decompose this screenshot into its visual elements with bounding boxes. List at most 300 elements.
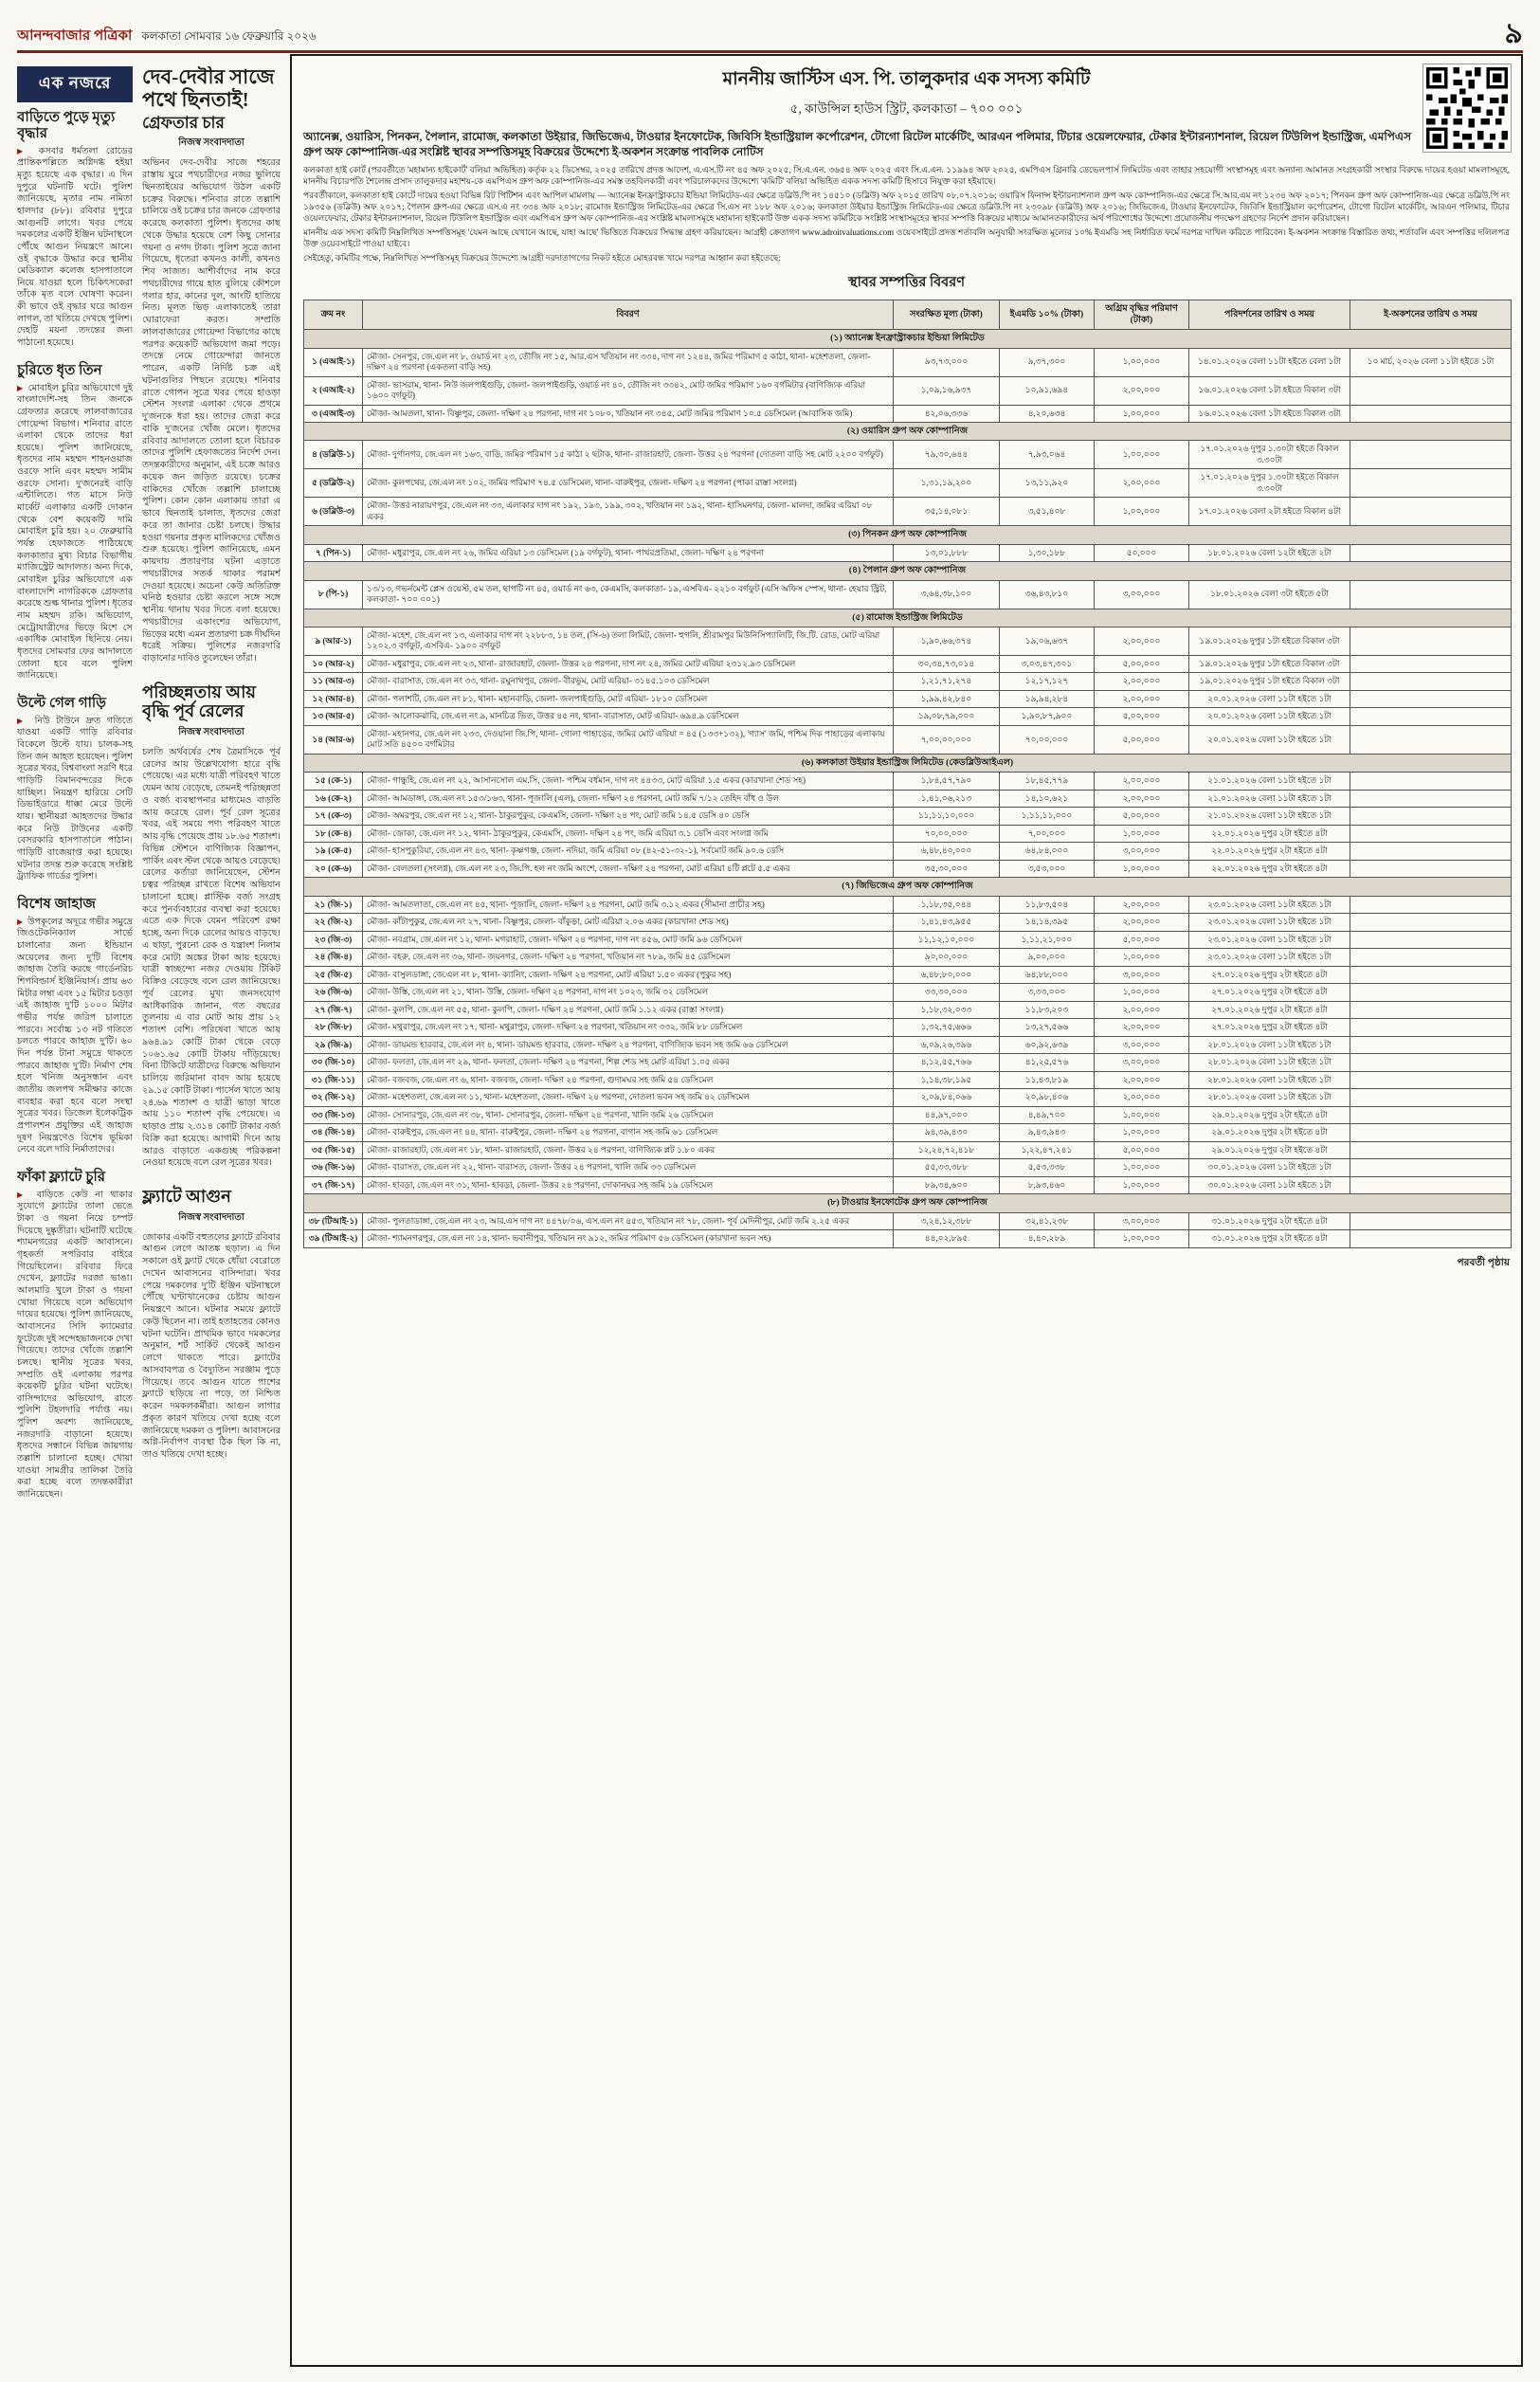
table-header-row bbox=[304, 300, 1512, 329]
cell-emd: ১১,৪৩,৮১৯ bbox=[1000, 1071, 1095, 1089]
brief-body-text: ▶ কসবার ধর্মতলা রোডের প্রান্তিকপল্লিতে অগ্নিদগ্ধ হইয়া মৃত্যু হয়েছে এক বৃদ্ধার। এ দিন দুপুরে ঘটনাটি ঘটে। পুলিশ জানিয়েছে, মৃতার নাম নমিতা হালদার (৮৮)। রবিবার দুপুরে আগুনটি লাগে। খবর পেয়ে দমকলের একটি ইঞ্জিন ঘটনাস্থলে পৌঁছে আগুন নিয়ন্ত্রণে আনে। ওই বৃদ্ধাকে উদ্ধার করে স্থানীয় মেডিক্যাল কলেজ হাসপাতালে নিয়ে যাওয়া হলে চিকিৎসকেরা তাঁকে মৃত বলে ঘোষণা করেন। কী ভাবে ওই বৃদ্ধার ঘরে আগুন লাগল, তা খতিয়ে দেখছে পুলিশ। দেহটি ময়না তদন্তের জন্য পাঠানো হয়েছে। bbox=[17, 145, 133, 349]
column-header: পরিদর্শনের তারিখ ও সময় bbox=[1189, 300, 1350, 329]
masthead-left bbox=[17, 25, 317, 48]
cell-desc: মৌজা- বেলতলা (সংলগ্ন), জে.এল নং ২৩, জি.পি. হল নং জমি অংশে, জেলা- দক্ষিণ ২৪ পরগনা, মোট এরিয়া ৪টি প্লটে ৫.৫ একর bbox=[363, 860, 894, 878]
cell-increment: ১,০০,০০০ bbox=[1095, 825, 1189, 843]
article-byline: নিজস্ব সংবাদদাতা bbox=[178, 137, 245, 149]
brief-body-text: ▶ মোবাইল চুরির অভিযোগে দুই বাংলাদেশি-সহ তিন জনকে গ্রেফতার করেছে লালবাজারের গোয়েন্দা বিভাগ। শনিবার রাতে এলাকা থেকে তাদের ধরা হয়েছে। পুলিশ জানিয়েছে, ধৃতদের নাম মহম্মদ শাহনওয়াজ ওরফে সানি এবং মহম্মদ সামীম ওরফে সোনা। দু'জনেরই বাড়ি এন্টালিতে। গত মাসে নিউ মার্কেট এলাকার একটি দোকান থেকে বেশ কয়েকটি দামি মোবাইল চুরি হয়। ২০ ফেব্রুয়ারি পর্যন্ত হেফাজতে পাঠিয়েছে কলকাতার মুখ্য বিচার বিভাগীয় ম্যাজিস্ট্রেট আদালত। অন্য দিকে, মোবাইল চুরির অভিযোগে এক বাংলাদেশি নাগরিককে গ্রেফতার করেছে শুল্ক থানার পুলিশ। ধৃতের নাম মহম্মদ রকি। অভিযোগ, মেট্রোযাত্রীদের ভিড়ে মিশে সে একাধিক মোবাইল ছিনিয়ে নেয়। ধৃতদের সোমবার ফের আদালতে তোলা হবে বলে পুলিশ জানিয়েছে। bbox=[17, 382, 133, 682]
cell-sl: ১০ (আর-২) bbox=[304, 655, 363, 673]
cell-auction bbox=[1350, 725, 1512, 754]
cell-emd: ৩,৫১,৪০৮ bbox=[1000, 498, 1095, 526]
cell-auction bbox=[1350, 914, 1512, 932]
cell-emd: ৯,৪৩,৯৪৩ bbox=[1000, 1124, 1095, 1142]
cell-reserve: ১৩,০১,৮৮৮ bbox=[894, 544, 1000, 562]
cell-emd: ৩২,৪১,২৩৮ bbox=[1000, 1212, 1095, 1230]
cell-auction bbox=[1350, 498, 1512, 526]
cell-desc: মৌজা- বারাসাত, জে.এল নং ৩৩, থানা- রঘুনাথপুর, জেলা- বীরভূম, মোট এরিয়া- ৩১৪৫.১০৩ ডেসিমেল bbox=[363, 673, 894, 691]
news-brief bbox=[17, 1170, 133, 1501]
cell-desc: মৌজা- ভাসরাম, থানা- নিউ জলপাইগুড়ি, জেলা- জলপাইগুড়ি, ওয়ার্ড নং ৪০, তৌজি নং ৩৩৪২, মোট জমির পরিমাণ ১৬০ বর্গমিটার (বাণিজ্যিক এরিয়া ১৬০০ বর্গফুট) bbox=[363, 376, 894, 405]
column-header: বিবরণ bbox=[363, 300, 894, 329]
cell-desc: মৌজা- মহেশ, জে.এল নং ১৩, এলাকার দাগ নং ২২৮৮৩, ১৪ তল, (সি-৬) তলা লিমিট, জেলা- হুগলি, শ্রীরামপুর মিউনিসিপ্যালিটি, জি.টি. রোড, মোট এরিয়া ১২০২.৩ বর্গফুট, এসবিএ- ১৯০০ বর্গফুট bbox=[363, 627, 894, 655]
cell-inspection: ২০.০১.২০২৬ বেলা ১১টা হইতে ১টা bbox=[1189, 690, 1350, 708]
cell-auction bbox=[1350, 860, 1512, 878]
cell-inspection: ৩১.০১.২০২৬ দুপুর ২টা হইতে ৪টা bbox=[1189, 1212, 1350, 1230]
cell-reserve: ১,৩১,১৯,২০০ bbox=[894, 469, 1000, 498]
table-section-row bbox=[304, 754, 1512, 772]
cell-reserve: ১,৯৯,৪২,৮৪০ bbox=[894, 690, 1000, 708]
cell-increment: ২,০০,০০০ bbox=[1095, 469, 1189, 498]
cell-desc: মৌজা- আলোকঝারি, জে.এল নং ৯, মানচিত্র ভিত, উত্তর ৪৫ নং, থানা- বারাসাত, মোট এরিয়া- ৬৯৪.৯ ডেসিমেল bbox=[363, 708, 894, 726]
table-row bbox=[304, 825, 1512, 843]
cell-inspection: ২৭.০১.২০২৬ দুপুর ২টা হইতে ৪টা bbox=[1189, 1001, 1350, 1019]
cell-sl: ৩৫ (জি-১৫) bbox=[304, 1141, 363, 1159]
cell-desc: মৌজা- মথুরাপুর, জে.এল নং ১৭, থানা- মথুরাপুর, জেলা- দক্ষিণ ২৪ পরগনা, খতিয়ান নং ৩৩২, জমি ৮৮ ডেসিমেল bbox=[363, 1019, 894, 1037]
cell-sl: ২৬ (জি-৬) bbox=[304, 984, 363, 1002]
cell-auction bbox=[1350, 627, 1512, 655]
brief-body-text: ▶ উপকূলের অদূরে গভীর সমুদ্রে জিওটেকনিক্যাল সার্ভে চালানোর জন্য ইন্ডিয়ান অয়েলের জন্য দু'টি বিশেষ জাহাজ তৈরি করছে গার্ডেনরিচ শিপবিল্ডার্স ইঞ্জিনিয়ার্স। প্রায় ৬৩ মিটার লম্বা এবং ১৫ মিটার চওড়া এই জাহাজ দু'টি ১০০০ মিটার গভীর পর্যন্ত জরিপ চালাতে পারবে। সর্বোচ্চ ১৩ নট গতিতে চলতে পারবে জাহাজ দু'টি। ৬০ দিন পর্যন্ত টানা সমুদ্রে থাকতে পারবে জাহাজ দু'টি। নির্মাণ শেষ হলে খনিজ অনুসন্ধান এবং জাতীয় জলপথ সমীক্ষার কাজে ব্যবহার করা হবে বলে সংস্থা সূত্রের খবর। ডিজেল ইলেকট্রিক প্রপালশন প্রযুক্তির এই জাহাজ দূষণ নিয়ন্ত্রণেও বিশেষ ভূমিকা নেবে বলে দাবি নির্মাতাদের। bbox=[17, 916, 133, 1155]
table-row bbox=[304, 843, 1512, 861]
cell-sl: ১৩ (আর-৫) bbox=[304, 708, 363, 726]
cell-inspection: ২৮.০১.২০২৬ বেলা ১১টা হইতে ১টা bbox=[1189, 1036, 1350, 1054]
cell-inspection: ১৯.০১.২০২৬ দুপুর ১টা হইতে বিকাল ৩টা bbox=[1189, 655, 1350, 673]
cell-auction bbox=[1350, 1212, 1512, 1230]
cell-auction bbox=[1350, 1019, 1512, 1037]
property-table bbox=[303, 300, 1512, 1248]
cell-emd: ৫,৫৩,৩৩৮ bbox=[1000, 1159, 1095, 1177]
table-row bbox=[304, 673, 1512, 691]
column-header: সংরক্ষিত মূল্য (টাকা) bbox=[894, 300, 1000, 329]
cell-inspection: ২১.০১.২০২৬ বেলা ১১টা হইতে ১টা bbox=[1189, 790, 1350, 808]
cell-emd: ৭,৯৩,০৬৪ bbox=[1000, 441, 1095, 469]
table-row bbox=[304, 690, 1512, 708]
cell-inspection: ২৩.০১.২০২৬ বেলা ১১টা হইতে ১টা bbox=[1189, 896, 1350, 914]
cell-reserve: ১,১৪,৩৮,১৯৫ bbox=[894, 1071, 1000, 1089]
cell-desc: মৌজা- ডায়মন্ড হারবার, জে.এল নং ৪, থানা- ডায়মন্ড হারবার, জেলা- দক্ষিণ ২৪ পরগনা, বাণিজ্যিক ভবন সহ জমি ৬৬ ডেসিমেল bbox=[363, 1036, 894, 1054]
table-row bbox=[304, 1230, 1512, 1248]
table-section-row bbox=[304, 423, 1512, 441]
cell-inspection: ২৮.০১.২০২৬ বেলা ১১টা হইতে ১টা bbox=[1189, 1054, 1350, 1072]
cell-increment: ৩,০০,০০০ bbox=[1095, 1212, 1189, 1230]
bullet-arrow-icon: ▶ bbox=[17, 146, 29, 155]
cell-sl: ৬ (ডব্লিউ-৩) bbox=[304, 498, 363, 526]
cell-desc: ১৩/১৩, গভর্নমেন্ট প্লেস ওয়েস্ট, ৫ম তল, ছাপটি নং ৪৫, ওয়ার্ড নং ৬৩, কেএমসি, কলকাতা- ১৯, এসবিএ- ২২১০ বর্গফুট (এসি অফিস স্পেস, থানা- হেয়ার স্ট্রিট, কলকাতা- ৭০০ ০০১) bbox=[363, 580, 894, 609]
cell-sl: ৩১ (জি-১১) bbox=[304, 1071, 363, 1089]
cell-desc: মৌজা- রাজারহাট, জে.এল নং ১৮, থানা- রাজারহাট, জেলা- উত্তর ২৪ পরগনা, বাণিজ্যিক প্লট ১.৮০ একর bbox=[363, 1141, 894, 1159]
cell-inspection: ২০.০১.২০২৬ বেলা ১১টা হইতে ১টা bbox=[1189, 708, 1350, 726]
cell-sl: ৩০ (জি-১০) bbox=[304, 1054, 363, 1072]
cell-inspection: ১৯.০১.২০২৬ দুপুর ১টা হইতে বিকাল ৩টা bbox=[1189, 673, 1350, 691]
cell-desc: মৌজা- হাসপুকুরিয়া, জে.এল নং ৪৩, থানা- কৃষ্ণগঞ্জ, জেলা- নদিয়া, জমি এরিয়া ০৮ (৪২-৫১-৩২-১), সর্বমোট জমি ৯০.৬ ডেসি bbox=[363, 843, 894, 861]
table-section-row bbox=[304, 562, 1512, 580]
cell-auction bbox=[1350, 1071, 1512, 1089]
cell-inspection: ২৯.০১.২০২৬ দুপুর ২টা হইতে ৪টা bbox=[1189, 1106, 1350, 1124]
table-row bbox=[304, 1054, 1512, 1072]
cell-inspection: ২৭.০১.২০২৬ দুপুর ২টা হইতে ৪টা bbox=[1189, 1019, 1350, 1037]
cell-sl: ৩৮ (টিআই-১) bbox=[304, 1212, 363, 1230]
cell-emd: ৯,৩৭,৩০০ bbox=[1000, 348, 1095, 376]
cell-auction bbox=[1350, 931, 1512, 949]
cell-emd: ৪,৪৯,৭০০ bbox=[1000, 1106, 1095, 1124]
cell-reserve: ১২,২৪,৭২,৪১৮ bbox=[894, 1141, 1000, 1159]
cell-inspection: ১৪.০১.২০২৬ বেলা ১১টা হইতে বেলা ১টা bbox=[1189, 348, 1350, 376]
cell-emd: ৩,৩৩,০০০ bbox=[1000, 984, 1095, 1002]
cell-desc: মৌজা- নবগ্রাম, জে.এল নং ১২, থানা- মগরাহাট, জেলা- দক্ষিণ ২৪ পরগনা, দাগ নং ৪৫৬, মোট জমি ৯৬ ডেসিমেল bbox=[363, 931, 894, 949]
brief-headline: উল্টে গেল গাড়ি bbox=[17, 695, 106, 711]
cell-sl: ১ (এআই-১) bbox=[304, 348, 363, 376]
cell-desc: মৌজা- গান্ধুহি, জে.এল নং ২২, আসানসোল এম.সি, জেলা- পশ্চিম বর্ধমান, দাগ নং ৪৪৩৩, মোট এরিয়া ১.৫ একর (কারখানা শেড সহ) bbox=[363, 773, 894, 791]
cell-increment: ২,০০,০০০ bbox=[1095, 376, 1189, 405]
cell-desc: মৌজা- কুলপথের, জে.এল নং ১০২, জমির পরিমাণ ৭৪.৫ ডেসিমেল, থানা- বারুইপুর, জেলা- দক্ষিণ ২৪ পরগনা (পাকা রাস্তা সংলগ্ন) bbox=[363, 469, 894, 498]
bullet-arrow-icon: ▶ bbox=[17, 917, 24, 926]
cell-emd: ৯,০০,০০০ bbox=[1000, 949, 1095, 967]
cell-inspection: ২১.০১.২০২৬ বেলা ১১টা হইতে ১টা bbox=[1189, 808, 1350, 826]
cell-desc: মৌজা- ফলতা, জে.এল নং ২৯, থানা- ফলতা, জেলা- দক্ষিণ ২৪ পরগনা, শিল্প শেড সহ মোট এরিয়া ১.০৫ একর bbox=[363, 1054, 894, 1072]
cell-sl: ২৩ (জি-৩) bbox=[304, 931, 363, 949]
table-row bbox=[304, 469, 1512, 498]
briefs-column bbox=[17, 66, 133, 2368]
cell-desc: মৌজা- জোকা, জে.এল নং ১২, থানা- ঠাকুরপুকুর, কেএমসি, জেলা- দক্ষিণ ২৪ পং, জমি এরিয়া ৩.১ ডেসি এবং সংলগ্ন জমি bbox=[363, 825, 894, 843]
cell-reserve: ১,১৮,৩২,০৩৩ bbox=[894, 1001, 1000, 1019]
cell-reserve: ৯৪,৩৯,৪৩০ bbox=[894, 1124, 1000, 1142]
cell-desc: মৌজা- উত্তর নারায়ণপুর, জে.এল নং ৩৩, এলাকার দাগ নং ১৯২, ১৯৩, ১৯৯, ৩০২, খতিয়ান নং ১৯২, থানা- হাসিমনগর, জেলা- মালদা, জমির এরিয়া ০৮ একর bbox=[363, 498, 894, 526]
cell-sl: ৩৯ (টিআই-২) bbox=[304, 1230, 363, 1248]
cell-emd: ১,১১,১১,০০০ bbox=[1000, 808, 1095, 826]
cell-desc: মৌজা- আমতলা, থানা- বিষ্ণুপুর, জেলা- দক্ষিণ ২৪ পরগনা, দাগ নং ১০৮০, খতিয়ান নং ৩৪৫, মোট জমির পরিমাণ ১০.৫ ডেসিমেল (আবাসিক জমি) bbox=[363, 405, 894, 423]
section-header-cell: (১) অ্যানেক্স ইনফ্রাস্ট্রাকচার ইন্ডিয়া লিমিটেড bbox=[304, 330, 1512, 348]
cell-increment: ২,০০,০০০ bbox=[1095, 773, 1189, 791]
cell-sl: ২২ (জি-২) bbox=[304, 914, 363, 932]
news-article bbox=[142, 682, 281, 1170]
brief-headline: বাড়িতে পুড়ে মৃত্যু বৃদ্ধার bbox=[17, 110, 116, 141]
table-row bbox=[304, 544, 1512, 562]
cell-inspection: ১৮.০১.২০২৬ বেলা ১২টা হইতে ২টা bbox=[1189, 544, 1350, 562]
cell-reserve: ৩৫,১৪,০৮১ bbox=[894, 498, 1000, 526]
article-body-text: চলতি অর্থবর্ষের শেষ ত্রৈমাসিকে পূর্ব রেলের আয় উল্লেখযোগ্য হারে বৃদ্ধি পেয়েছে। এর মধ্যে যাত্রী পরিবহণ খাতে যেমন আয় বেড়েছে, তেমনই পরিচ্ছন্নতা ও বর্জ্য ব্যবস্থাপনার মাধ্যমেও বাড়তি আয় করেছে রেল। পূর্ব রেল সূত্রের খবর, এই সময়ে পণ্য পরিবহণ খাতে আয় বৃদ্ধি পেয়েছে প্রায় ১৮.৬৫ শতাংশ। বিভিন্ন স্টেশনে বাণিজ্যিক বিজ্ঞাপন, পার্কিং এবং স্টল থেকে আয়ও বেড়েছে। রেলের কর্তারা জানিয়েছেন, স্টেশন চত্বর পরিচ্ছন্ন রাখতে বিশেষ অভিযান চালানো হচ্ছে। প্লাস্টিক বর্জ্য সংগ্রহ করে পুনর্ব্যবহারের ব্যবস্থা করা হয়েছে। এতে এক দিকে যেমন পরিবেশ রক্ষা হচ্ছে, অন্য দিকে রেলের আয়ও বাড়ছে। এ ছাড়া, পুরনো রেক ও যন্ত্রাংশ নিলাম করে মোটা অঙ্কের টাকা আয় হয়েছে। যাত্রী স্বাচ্ছন্দ্যে নজর দেওয়ায় টিকিট বিক্রিও বেড়েছে বলে রেল জানিয়েছে। পূর্ব রেলের মুখ্য জনসংযোগ আধিকারিক জানান, গত বছরের তুলনায় এ বার মোট আয় প্রায় ১২ শতাংশ বেশি। পরিষেবা খাতে আয় ৯৬৪.৯১ কোটি টাকা থেকে বেড়ে ১০৬১.৬৫ কোটি টাকায় দাঁড়িয়েছে। বিনা টিকিটে যাত্রীদের বিরুদ্ধে অভিযান চালিয়ে জরিমানা বাবদ আয় হয়েছে ২৯.১৫ কোটি টাকা। পার্সেল খাতে আয় ২৪.৬৯ শতাংশ ও যাত্রী ভাড়া খাতে আয় ১১০ শতাংশ বৃদ্ধি পেয়েছে। এ ছাড়াও প্রায় ২.৩১৪ কোটি টাকার বর্জ্য বিক্রি করা হয়েছে। আগামী দিনে আয় আরও বাড়াতে একগুচ্ছ পরিকল্পনা নেওয়া হয়েছে বলে রেল সূত্রের খবর। bbox=[142, 746, 281, 1169]
cell-desc: মৌজা- বারুইপুর, জে.এল নং ৪৪, থানা- বারুইপুর, জেলা- দক্ষিণ ২৪ পরগনা, বাগান সহ জমি ৬১ ডেসিমেল bbox=[363, 1124, 894, 1142]
cell-reserve: ১,৩২,৭৫,৬৬৬ bbox=[894, 1019, 1000, 1037]
cell-increment: ৩,০০,০০০ bbox=[1095, 580, 1189, 609]
cell-inspection: ১৬.০১.২০২৬ বেলা ১টা হইতে বিকাল ৩টা bbox=[1189, 376, 1350, 405]
cell-increment: ২,০০,০০০ bbox=[1095, 1001, 1189, 1019]
cell-emd: ৪,৪০,২৮৯ bbox=[1000, 1230, 1095, 1248]
briefs-section-title: এক নজরে bbox=[17, 66, 133, 102]
cell-sl: ৮ (পি-১) bbox=[304, 580, 363, 609]
table-row bbox=[304, 1176, 1512, 1194]
cell-emd: ১৩,২৭,৫৬৬ bbox=[1000, 1019, 1095, 1037]
table-row bbox=[304, 580, 1512, 609]
cell-emd: ১,৯০,৮৭,৯০০ bbox=[1000, 708, 1095, 726]
section-header-cell: (২) ওয়ারিস গ্রুপ অফ কোম্পানিজ bbox=[304, 423, 1512, 441]
cell-reserve: ৩০,৩৪,৭৩,০১৪ bbox=[894, 655, 1000, 673]
cell-desc: মৌজা- মহানগর, জে.এল নং ২৩৩, দেওয়ানা জি.পি, থানা- গোলা পাহাড়ের, জমির মোট এরিয়া = ৪৫ (১৩৩+১৩২), 'গ্যাস' জমি, পশ্চিম দিক পাহাড়ের এলাকায় মোট সতি ৪৫০০ বর্গমিটার bbox=[363, 725, 894, 754]
cell-increment: ৫,০০,০০০ bbox=[1095, 725, 1189, 754]
cell-increment: ২,০০,০০০ bbox=[1095, 790, 1189, 808]
cell-sl: ৭ (পিন-১) bbox=[304, 544, 363, 562]
cell-reserve: ৮৯,৩৪,৬০০ bbox=[894, 1176, 1000, 1194]
cell-sl: ২৪ (জি-৪) bbox=[304, 949, 363, 967]
brief-body-text: ▶ নিউ টাউনে দ্রুত গতিতে যাওয়া একটি গাড়ি রবিবার বিকেলে উল্টে যায়। চালক-সহ তিন জন আহত হয়েছেন। পুলিশ সূত্রের খবর, বিশ্ববাংলা সরণি ধরে গাড়িটি বিমানবন্দরের দিকে যাচ্ছিল। নিয়ন্ত্রণ হারিয়ে সেটি ডিভাইডারে ধাক্কা মেরে উল্টে যায়। স্থানীয়রা আহতদের উদ্ধার করে নিউ টাউনের একটি বেসরকারি হাসপাতালে পাঠান। গাড়িটি বাজেয়াপ্ত করা হয়েছে। ঘটনার তদন্ত শুরু করেছে সংশ্লিষ্ট ট্র্যাফিক গার্ডের পুলিশ। bbox=[17, 715, 133, 882]
table-row bbox=[304, 1071, 1512, 1089]
cell-auction bbox=[1350, 984, 1512, 1002]
cell-desc: মৌজা- মধুরাপুর, জে.এল নং ২৬, জমির এরিয়া ১৩ ডেসিমেল (১৯ বর্গফুট), থানা- পাথরপ্রতিমা, জেলা- দক্ষিণ ২৪ পরগনা bbox=[363, 544, 894, 562]
cell-emd: ৬০,৯২,৬৩৯ bbox=[1000, 1036, 1095, 1054]
notice-title: মাননীয় জাস্টিস এস. পি. তালুকদার এক সদস্য কমিটি bbox=[722, 69, 1091, 89]
cell-auction bbox=[1350, 690, 1512, 708]
article-headline: দেব-দেবীর সাজে পথে ছিনতাই! bbox=[142, 66, 275, 111]
cell-sl: ১৯ (কে-৫) bbox=[304, 843, 363, 861]
page-number: ৯ bbox=[1504, 18, 1523, 49]
cell-sl: ২৯ (জি-৯) bbox=[304, 1036, 363, 1054]
cell-emd: ৪,২০,৬৩৪ bbox=[1000, 405, 1095, 423]
table-row bbox=[304, 1212, 1512, 1230]
articles-column bbox=[142, 66, 281, 2368]
news-brief bbox=[17, 110, 133, 350]
cell-increment: ১,০০,০০০ bbox=[1095, 405, 1189, 423]
notice-paragraph: মাননীয় এক সদস্য কমিটি নিম্নলিখিত সম্পত্তিসমূহ 'যেমন আছে যেখানে আছে, যাহা আছে' ভিত্তিতে বিক্রয়ের সিদ্ধান্ত গ্রহণ করিয়াছেন। আগ্রহী ক্রেতাগণ www.adroitvaluations.com ওয়েবসাইটে প্রদত্ত শর্তাবলি অনুযায়ী সংরক্ষিত মূল্যের ১০% ইএমডি সহ নির্ধারিত ফর্মে দরপত্র দাখিল করিতে পারিবেন। ই-অকশন সংক্রান্ত বিস্তারিত তথ্য, শর্তাবলি এবং সম্পত্তির দলিলপত্র উক্ত ওয়েবসাইটে পাওয়া যাইবে। bbox=[303, 227, 1510, 248]
cell-desc: মৌজা- পলাশটি, জে.এল নং ৮১, থানা- মহানবাড়ি, জেলা- জলপাইগুড়ি, মোট এরিয়া- ১৮১০ ডেসিমেল bbox=[363, 690, 894, 708]
cell-increment: ৩,০০,০০০ bbox=[1095, 843, 1189, 861]
cell-desc: মৌজা- বারাসত, জে.এল নং ২২, থানা- বারাসত, জেলা- উত্তর ২৪ পরগনা, খালি জমি ৩৩ ডেসিমেল bbox=[363, 1159, 894, 1177]
cell-auction bbox=[1350, 673, 1512, 691]
section-header-cell: (৪) পৈলান গ্রুপ অফ কোম্পানিজ bbox=[304, 562, 1512, 580]
cell-desc: মৌজা- কুলপি, জে.এল নং ৫৫, থানা- কুলপি, জেলা- দক্ষিণ ২৪ পরগনা, মোট জমি ১.১২ একর (রাস্তা সংলগ্ন) bbox=[363, 1001, 894, 1019]
cell-sl: ২১ (জি-১) bbox=[304, 896, 363, 914]
cell-auction bbox=[1350, 544, 1512, 562]
cell-sl: ২৮ (জি-৮) bbox=[304, 1019, 363, 1037]
cell-increment: ৩,০০,০০০ bbox=[1095, 966, 1189, 984]
cell-reserve: ৭,০০,০০,০০০ bbox=[894, 725, 1000, 754]
cell-increment: ৫,০০,০০০ bbox=[1095, 708, 1189, 726]
cell-auction bbox=[1350, 1036, 1512, 1054]
cell-emd: ১,২২,৪৭,২৪১ bbox=[1000, 1141, 1095, 1159]
article-headline: পরিচ্ছন্নতায় আয় বৃদ্ধি পূর্ব রেলের bbox=[142, 682, 257, 721]
cell-auction bbox=[1350, 843, 1512, 861]
cell-desc: মৌজা- অমরপুর, জে.এল নং ১২, থানা- ঠাকুরপুকুর, কেএমসি, জেলা- দক্ষিণ ২৪ পং, মোট জমি ১৪.৫ ডেসি ৪০ ডেসি bbox=[363, 808, 894, 826]
cell-reserve: ৪৪,০২,৮৯৫ bbox=[894, 1230, 1000, 1248]
cell-inspection: ২৯.০১.২০২৬ দুপুর ২টা হইতে ৪টা bbox=[1189, 1124, 1350, 1142]
cell-emd: ৩৬,৪৩,৮১০ bbox=[1000, 580, 1095, 609]
cell-emd: ৬৪,৮৪,০০০ bbox=[1000, 843, 1095, 861]
table-section-row bbox=[304, 878, 1512, 896]
cell-sl: ৪ (ডব্লিউ-১) bbox=[304, 441, 363, 469]
cell-inspection: ৩০.০১.২০২৬ বেলা ১১টা হইতে ১টা bbox=[1189, 1159, 1350, 1177]
cell-desc: মৌজা- সোনারপুর, জে.এল নং ৩৮, থানা- সোনারপুর, জেলা- দক্ষিণ ২৪ পরগনা, খালি জমি ২৬ ডেসিমেল bbox=[363, 1106, 894, 1124]
cell-reserve: ৩,২৪,১২,৩৮৮ bbox=[894, 1212, 1000, 1230]
cell-auction bbox=[1350, 790, 1512, 808]
dateline: কলকাতা সোমবার ১৬ ফেব্রুয়ারি ২০২৬ bbox=[141, 29, 317, 43]
cell-reserve: ১১,১২,১০,০০০ bbox=[894, 931, 1000, 949]
cell-increment: ২,০০,০০০ bbox=[1095, 1071, 1189, 1089]
cell-sl: ১৫ (কে-১) bbox=[304, 773, 363, 791]
cell-inspection: ২৩.০১.২০২৬ বেলা ১১টা হইতে ১টা bbox=[1189, 931, 1350, 949]
cell-increment: ২,০০,০০০ bbox=[1095, 690, 1189, 708]
table-row bbox=[304, 655, 1512, 673]
cell-reserve: ৯৩,৭৩,০০০ bbox=[894, 348, 1000, 376]
table-row bbox=[304, 498, 1512, 526]
cell-desc: মৌজা- দুর্গানগর, জে.এল নং ১৬৩, বাড়ি, জমির পরিমাণ ১৫ কাঠা ২ ছটাক, থানা- রাজারহাট, জেলা- উত্তর ২৪ পরগনা (দোতলা বাড়ি সহ মোট ২২০০ বর্গফুট) bbox=[363, 441, 894, 469]
column-header: ইএমডি ১০% (টাকা) bbox=[1000, 300, 1095, 329]
article-subheadline: গ্রেফতার চার bbox=[142, 113, 225, 132]
cell-reserve: ১,৯০,৬৬,৩৭৪ bbox=[894, 627, 1000, 655]
cell-inspection: ১৬.০১.২০২৬ বেলা ১টা হইতে বিকাল ৩টা bbox=[1189, 405, 1350, 423]
cell-emd: ১৮,৪৫,৭৭৯ bbox=[1000, 773, 1095, 791]
cell-reserve: ৫৫,৩৩,৩৮৮ bbox=[894, 1159, 1000, 1177]
cell-auction bbox=[1350, 1159, 1512, 1177]
cell-reserve: ৬,৪৮,৪০,০০০ bbox=[894, 843, 1000, 861]
brief-headline: ফাঁকা ফ্ল্যাটে চুরি bbox=[17, 1169, 105, 1185]
paper-name: আনন্দবাজার পত্রিকা bbox=[17, 28, 133, 44]
cell-reserve: ৪২,০৬,৩৩৬ bbox=[894, 405, 1000, 423]
cell-emd: ১৯,৯৪,২৮৪ bbox=[1000, 690, 1095, 708]
cell-auction bbox=[1350, 1001, 1512, 1019]
cell-reserve: ৩,৬৪,৩৮,১০০ bbox=[894, 580, 1000, 609]
cell-inspection: ২২.০১.২০২৬ দুপুর ২টা হইতে ৪টা bbox=[1189, 843, 1350, 861]
cell-inspection: ৩১.০১.২০২৬ দুপুর ২টা হইতে ৪টা bbox=[1189, 1230, 1350, 1248]
cell-reserve: ৪,১২,৫৫,৭৬৬ bbox=[894, 1054, 1000, 1072]
cell-increment: ২,০০,০০০ bbox=[1095, 1019, 1189, 1037]
cell-increment: ১,০০,০০০ bbox=[1095, 441, 1189, 469]
table-row bbox=[304, 708, 1512, 726]
section-header-cell: (৭) জিভিজেএ গ্রুপ অফ কোম্পানিজ bbox=[304, 878, 1512, 896]
cell-reserve: ১১,১১,১০,০০০ bbox=[894, 808, 1000, 826]
column-header: অগ্রিম বৃদ্ধির পরিমাণ (টাকা) bbox=[1095, 300, 1189, 329]
cell-increment: ২,০০,০০০ bbox=[1095, 1089, 1189, 1107]
brief-headline: বিশেষ জাহাজ bbox=[17, 896, 96, 912]
cell-auction bbox=[1350, 441, 1512, 469]
cell-inspection: ২১.০১.২০২৬ বেলা ১১টা হইতে ১টা bbox=[1189, 773, 1350, 791]
cell-inspection: ২৩.০১.২০২৬ বেলা ১১টা হইতে ১টা bbox=[1189, 949, 1350, 967]
cell-auction bbox=[1350, 825, 1512, 843]
cell-emd: ১,৩০,১৮৮ bbox=[1000, 544, 1095, 562]
continued-note: পরবর্তী পৃষ্ঠায় bbox=[1457, 1257, 1510, 1268]
cell-reserve: ৭০,০০,০০০ bbox=[894, 825, 1000, 843]
cell-auction bbox=[1350, 808, 1512, 826]
cell-increment: ১,০০,০০০ bbox=[1095, 1159, 1189, 1177]
cell-inspection: ২৭.০১.২০২৬ দুপুর ২টা হইতে ৪টা bbox=[1189, 966, 1350, 984]
cell-reserve: ১,১৮,৩৫,০৪৪ bbox=[894, 896, 1000, 914]
cell-increment: ১,০০,০০০ bbox=[1095, 1106, 1189, 1124]
cell-emd: ৩,০৩,৪৭,৩০১ bbox=[1000, 655, 1095, 673]
news-article bbox=[142, 66, 281, 665]
news-article bbox=[142, 1187, 281, 1462]
notice-paragraph: কলকাতা হাই কোর্ট (পরবর্তীতে 'মহামান্য হাইকোর্ট' বলিয়া অভিহিত) কর্তৃক ২২ ডিসেম্বর, ২০২৫ তারিখে প্রদত্ত আদেশ, এ.এস.টি নং ৪৫ অফ ২০২৫, সি.এ.এন. ৩৬৫৪ অফ ২০২৫ এবং সি.এ.এন. ১১৯৯৪ অফ ২০২৫, এমপিএস গ্রিনারি ডেভেলপার্স লিমিটেড এবং তাহার সহযোগী সংস্থাসমূহ এবং অন্যান্য আমানত সংগ্রহকারী সংস্থার বিরুদ্ধে দায়ের হওয়া মামলাসমূহে, মাননীয় বিচারপতি শৈলেন্দ্র প্রসাদ তালুকদার মহাশয়-কে এমপিএস গ্রুপ অফ কোম্পানিজ-এর সমস্ত তহবিলকারী এবং পরিচালকদের উদ্দেশ্যে 'কমিটি' বলিয়া অভিহিত একক সদস্য কমিটি হিসাবে নিযুক্ত করা হইয়াছে। bbox=[303, 165, 1510, 187]
cell-increment: ১,০০,০০০ bbox=[1095, 949, 1189, 967]
cell-auction bbox=[1350, 1089, 1512, 1107]
cell-sl: ১১ (আর-৩) bbox=[304, 673, 363, 691]
table-section-row bbox=[304, 526, 1512, 544]
cell-reserve: ১৯,০৮,৭৯,০০০ bbox=[894, 708, 1000, 726]
cell-increment: ২,০০,০০০ bbox=[1095, 627, 1189, 655]
cell-auction bbox=[1350, 708, 1512, 726]
cell-increment: ১,০০,০০০ bbox=[1095, 860, 1189, 878]
table-row bbox=[304, 1159, 1512, 1177]
cell-emd: ৭০,০০,০০০ bbox=[1000, 725, 1095, 754]
cell-increment: ১,০০,০০০ bbox=[1095, 1176, 1189, 1194]
cell-sl: ১২ (আর-৪) bbox=[304, 690, 363, 708]
cell-desc: মৌজা- সেনপুর, জে.এল নং ৮, ওয়ার্ড নং ২৩, তৌজি নং ১৫, আর.এস খতিয়ান নং ৩৩৪, দাগ নং ১২৪৪, জমির পরিমাণ ৫ কাঠা, থানা- মহেশতলা, জেলা- দক্ষিণ ২৪ পরগনা (একতলা বাড়ি সহ) bbox=[363, 348, 894, 376]
cell-sl: ৩৪ (জি-১৪) bbox=[304, 1124, 363, 1142]
cell-reserve: ৪৪,৯৭,০০০ bbox=[894, 1106, 1000, 1124]
table-row bbox=[304, 1141, 1512, 1159]
cell-increment: ৫,০০,০০০ bbox=[1095, 655, 1189, 673]
article-body-text: জোকার একটি বহুতলের ফ্ল্যাটে রবিবার আগুন লেগে আতঙ্ক ছড়াল। এ দিন সকালে ওই ফ্ল্যাট থেকে ধোঁয়া বেরোতে দেখেন আবাসনের বাসিন্দারা। খবর পেয়ে দমকলের দু'টি ইঞ্জিন ঘটনাস্থলে পৌঁছে ঘণ্টাখানেকের চেষ্টায় আগুন নিয়ন্ত্রণে আনে। ঘটনার সময়ে ফ্ল্যাটে কেউ ছিলেন না। তাই হতাহতের কোনও ঘটনা ঘটেনি। প্রাথমিক ভাবে দমকলের অনুমান, শর্ট সার্কিট থেকেই আগুন লেগে থাকতে পারে। ফ্ল্যাটের আসবাবপত্র ও বৈদ্যুতিন সরঞ্জাম পুড়ে গিয়েছে। তবে আগুন যাতে পাশের ফ্ল্যাটে ছড়িয়ে না পড়ে, তা নিশ্চিত করেন দমকলকর্মীরা। আগুন লাগার প্রকৃত কারণ খতিয়ে দেখা হচ্ছে বলে জানিয়েছে দমকল ও পুলিশ। আবাসনের অগ্নি-নির্বাপণ ব্যবস্থা ঠিক ছিল কি না, তাও খতিয়ে দেখা হচ্ছে। bbox=[142, 1231, 281, 1461]
cell-emd: ১৪,১০,৬২১ bbox=[1000, 790, 1095, 808]
article-body-text: অভিনব দেব-দেবীর সাজে শহরের রাস্তায় ঘুরে পথচারীদের নজর ভুলিয়ে ছিনতাইয়ের অভিযোগ উঠল একটি চক্রের বিরুদ্ধে। শনিবার রাতে তল্লাশি চালিয়ে ওই চক্রের চার জনকে গ্রেফতার করেছে কলকাতা পুলিশ। ধৃতদের কাছ থেকে উদ্ধার হয়েছে বেশ কিছু সোনার গয়না ও নগদ টাকা। পুলিশ সূত্রে জানা গিয়েছে, ধৃতেরা কখনও কালী, কখনও শিব সাজত। আশীর্বাদের নাম করে পথচারীদের গায়ে হাত বুলিয়ে কৌশলে গলার হার, কানের দুল, আংটি হাতিয়ে নিত। মূলত ভিড় এলাকাতেই তারা ঘোরাফেরা করত। সম্প্রতি লালবাজারের গোয়েন্দা বিভাগের কাছে পরপর কয়েকটি অভিযোগ জমা পড়ে। তদন্তে নেমে গোয়েন্দারা জানতে পারেন, একটি নির্দিষ্ট চক্র এই ঘটনাগুলির পিছনে রয়েছে। শনিবার রাতে গোপন সূত্রে খবর পেয়ে হাওড়া স্টেশন সংলগ্ন এলাকা থেকে প্রথমে দু'জনকে ধরা হয়। তাদের জেরা করে বাকি দু'জনের খোঁজ মেলে। ধৃতদের রবিবার আদালতে তোলা হলে বিচারক তাদের পুলিশি হেফাজতের নির্দেশ দেন। তদন্তকারীদের অনুমান, এই চক্রে আরও কয়েক জন জড়িত রয়েছে। চক্রের বাকিদের খোঁজে তল্লাশি চালাচ্ছে পুলিশ। কোন কোন এলাকায় তারা এ ভাবে ছিনতাই চালাত, ধৃতদের জেরা করে তা জানার চেষ্টা চলছে। উদ্ধার হওয়া গয়নার প্রকৃত মালিকদের খোঁজও শুরু হয়েছে। পুলিশ জানিয়েছে, এমন কায়দায় প্রতারণার ঘটনা এড়াতে পথচারীদের সতর্ক থাকার পরামর্শ দেওয়া হয়েছে। অচেনা কেউ অতিরিক্ত ঘনিষ্ঠ হওয়ার চেষ্টা করলে সঙ্গে সঙ্গে স্থানীয় থানায় খবর দিতে বলা হয়েছে। পথচারীদের একাংশের অভিযোগ, ভিড়ের মধ্যে এমন প্রতারণা চক্র দীর্ঘদিন ধরেই সক্রিয়। পুলিশের নজরদারি বাড়ানোর দাবিও তুলেছেন তাঁরা। bbox=[142, 157, 281, 664]
cell-inspection: ১৭.০১.২০২৬ বেলা ২টা হইতে বিকাল ৪টা bbox=[1189, 498, 1350, 526]
notice-body bbox=[303, 165, 1510, 264]
cell-auction bbox=[1350, 949, 1512, 967]
news-brief bbox=[17, 696, 133, 883]
bullet-arrow-icon: ▶ bbox=[17, 383, 24, 392]
cell-reserve: ৬,০৯,২৬,৩৯৬ bbox=[894, 1036, 1000, 1054]
brief-body-text: ▶ বাড়িতে কেউ না থাকার সুযোগে ফ্ল্যাটের তালা ভেঙে টাকা ও গয়না নিয়ে চম্পট দিয়েছে দুষ্কৃতীরা। ঘটনাটি ঘটেছে শ্যামনগরের একটি আবাসনে। গৃহকর্তা সপরিবার বাইরে গিয়েছিলেন। রবিবার ফিরে দেখেন, ফ্ল্যাটের দরজা ভাঙা। আলমারি খুলে টাকা ও গয়না খোয়া গিয়েছে বলে অভিযোগ দায়ের হয়েছে। পুলিশ জানিয়েছে, আবাসনের সিসি ক্যামেরার ফুটেজে দুই সন্দেহভাজনকে দেখা গিয়েছে। তাদের খোঁজে তল্লাশি চলছে। স্থানীয় সূত্রের খবর, সম্প্রতি ওই এলাকায় পরপর কয়েকটি চুরির ঘটনা ঘটেছে। বাসিন্দাদের অভিযোগ, রাতে পুলিশি টহলদারি পর্যাপ্ত নয়। পুলিশ অবশ্য জানিয়েছে, নজরদারি বাড়ানো হয়েছে। ধৃতদের সন্ধানে বিভিন্ন জায়গায় তল্লাশি চালানো হচ্ছে। খোয়া যাওয়া সামগ্রীর তালিকা তৈরি করা হচ্ছে বলে তদন্তকারীরা জানিয়েছেন। bbox=[17, 1189, 133, 1500]
cell-increment: ৫,০০,০০০ bbox=[1095, 808, 1189, 826]
cell-desc: মৌজা- বজবজ, জে.এল নং ৬, থানা- বজবজ, জেলা- দক্ষিণ ২৪ পরগনা, গুদামঘর সহ জমি ৫৪ ডেসিমেল bbox=[363, 1071, 894, 1089]
cell-increment: ৩,০০,০০০ bbox=[1095, 1054, 1189, 1072]
legal-notice bbox=[290, 54, 1523, 2367]
table-row bbox=[304, 896, 1512, 914]
section-header-cell: (৩) পিনকন গ্রুপ অফ কোম্পানিজ bbox=[304, 526, 1512, 544]
column-header: ক্রম নং bbox=[304, 300, 363, 329]
cell-auction bbox=[1350, 1176, 1512, 1194]
table-row bbox=[304, 725, 1512, 754]
article-byline: নিজস্ব সংবাদদাতা bbox=[178, 726, 245, 737]
table-row bbox=[304, 984, 1512, 1002]
cell-reserve: ৬,৪৮,৮০,০০০ bbox=[894, 966, 1000, 984]
cell-desc: মৌজা- শ্যামনগরপুর, জে.এল নং ১৪, থানা- ভবানীপুর, খতিয়ান নং ৯১২, জমির পরিমাণ ৫৬ ডেসিমেল (কারখানা ভবন সহ) bbox=[363, 1230, 894, 1248]
cell-inspection: ১৯.০১.২০২৬ দুপুর ১টা হইতে বিকাল ৩টা bbox=[1189, 627, 1350, 655]
section-header-cell: (৮) টাওয়ার ইনফোটেক গ্রুপ অফ কোম্পানিজ bbox=[304, 1194, 1512, 1212]
cell-desc: মৌজা- উস্তি, জে.এল নং ২১, থানা- উস্তি, জেলা- দক্ষিণ ২৪ পরগনা, দাগ নং ১০২৩, জমি ৩২ ডেসিমেল bbox=[363, 984, 894, 1002]
cell-desc: মৌজা- মধুরাপুর, জে.এল নং ২৩, থানা- রাজারহাট, জেলা- উত্তর ২৪ পরগনা, দাগ নং ২৪, জমির মোট এরিয়া ২৩১২.৯৩ ডেসিমেল bbox=[363, 655, 894, 673]
notice-paragraph: পরবর্তীকালে, কলকাতা হাই কোর্টে দায়ের হওয়া বিভিন্ন রিট পিটিশন এবং আপিল মামলায় — অ্যানেক্স ইনফ্রাস্ট্রাকচার ইন্ডিয়া লিমিটেড-এর ক্ষেত্রে ডব্লিউ.পি নং ১৪৫১০ (ডব্লিউ) অফ ২০১৫ তারিখ ০৮.০৭.২০১৬; ওয়ারিস ফিনান্স ইন্টারন্যাশনাল গ্রুপ অফ কোম্পানিজ-এর ক্ষেত্রে সি.আর.এম নং ১২৩৪ অফ ২০১৭; পিনকন গ্রুপ অফ কোম্পানিজ-এর ক্ষেত্রে ডব্লিউ.পি নং ১৯৩৫৬ (ডব্লিউ) অফ ২০১৭; পৈলান গ্রুপ-এর ক্ষেত্রে এস.এ নং ৩৩৪ অফ ২০১৮; রামোজ ইন্ডাস্ট্রিজ লিমিটেড-এর ক্ষেত্রে সি.এস নং ১৮৮ অফ ২০১৬; কলকাতা উইয়ার ইন্ডাস্ট্রিজ লিমিটেড-এর ক্ষেত্রে ডব্লিউ.পি নং ২৩০৯৮ (ডব্লিউ) অফ ২০১৬; জিভিজেএ, টাওয়ার ইনফোটেক, জিবিসি ইন্ডাস্ট্রিয়াল কর্পোরেশন, টোগো রিটেল মার্কেটিং, আরএন পলিমার, টিচার ওয়েলফেয়ার, টেকার ইন্টারন্যাশনাল, রিয়েল টিউলিপ ইন্ডাস্ট্রিজ এবং এমপিএস গ্রুপ অফ কোম্পানিজ-এর সংশ্লিষ্ট মামলাসমূহে মহামান্য হাইকোর্ট উক্ত একক সদস্য কমিটিকে সংশ্লিষ্ট সংস্থাসমূহের স্থাবর সম্পত্তি বিক্রয়ের মাধ্যমে আমানতকারীদের অর্থ পরিশোধের উদ্দেশ্যে প্রয়োজনীয় পদক্ষেপ গ্রহণের নির্দেশ প্রদান করিয়াছেন। bbox=[303, 191, 1510, 224]
cell-sl: ৩৭ (জি-১৭) bbox=[304, 1176, 363, 1194]
bullet-arrow-icon: ▶ bbox=[17, 716, 27, 725]
cell-increment: ২,০০,০০০ bbox=[1095, 673, 1189, 691]
cell-increment: ২,০০,০০০ bbox=[1095, 914, 1189, 932]
table-section-row bbox=[304, 330, 1512, 348]
notice-paragraph: সেইহেতু, কমিটির পক্ষে, নিম্নলিখিত সম্পত্তিসমূহ বিক্রয়ের উদ্দেশ্যে আগ্রহী দরদাতাগণের নিকট হইতে মোহরবন্ধ খামে দরপত্র আহ্বান করা হইতেছে: bbox=[303, 252, 781, 263]
table-row bbox=[304, 1089, 1512, 1107]
cell-reserve: ১,৮৪,৫৭,৭৯০ bbox=[894, 773, 1000, 791]
cell-sl: ২ (এআই-২) bbox=[304, 376, 363, 405]
cell-emd: ১০,৯১,৬৯৪ bbox=[1000, 376, 1095, 405]
notice-companies-line: অ্যানেক্স, ওয়ারিস, পিনকন, পৈলান, রামোজ, কলকাতা উইয়ার, জিভিজেএ, টাওয়ার ইনফোটেক, জিবিসি ইন্ডাস্ট্রিয়াল কর্পোরেশন, টোগো রিটেল মার্কেটিং, আরএন পলিমার, টিচার ওয়েলফেয়ার, টেকার ইন্টারন্যাশনাল, রিয়েল টিউলিপ ইন্ডাস্ট্রিজ, এমপিএস গ্রুপ অফ কোম্পানিজ-এর সংশ্লিষ্ট স্থাবর সম্পত্তিসমূহ বিক্রয়ের উদ্দেশ্যে ই-অকশন সংক্রান্ত পাবলিক নোটিস bbox=[303, 130, 1411, 158]
cell-sl: ৩৩ (জি-১৩) bbox=[304, 1106, 363, 1124]
cell-auction bbox=[1350, 1230, 1512, 1248]
table-section-row bbox=[304, 609, 1512, 627]
cell-sl: ১৬ (কে-২) bbox=[304, 790, 363, 808]
table-row bbox=[304, 790, 1512, 808]
table-row bbox=[304, 1106, 1512, 1124]
cell-emd: ১১,৮৩,৫০৪ bbox=[1000, 896, 1095, 914]
cell-increment: ১,০০,০০০ bbox=[1095, 1124, 1189, 1142]
cell-inspection: ২০.০১.২০২৬ বেলা ১১টা হইতে ১টা bbox=[1189, 725, 1350, 754]
table-row bbox=[304, 773, 1512, 791]
table-row bbox=[304, 808, 1512, 826]
cell-inspection: ২৩.০১.২০২৬ বেলা ১১টা হইতে ১টা bbox=[1189, 914, 1350, 932]
cell-reserve: ৯০,০০,০০০ bbox=[894, 949, 1000, 967]
cell-inspection: ২৭.০১.২০২৬ দুপুর ২টা হইতে ৪টা bbox=[1189, 984, 1350, 1002]
section-header-cell: (৫) রামোজ ইন্ডাস্ট্রিজ লিমিটেড bbox=[304, 609, 1512, 627]
cell-emd: ১১,৮৩,২০৩ bbox=[1000, 1001, 1095, 1019]
cell-increment: ১,০০,০০০ bbox=[1095, 348, 1189, 376]
briefs-list bbox=[17, 110, 133, 1501]
masthead bbox=[17, 18, 1523, 53]
cell-emd: ১৩,১১,৯২০ bbox=[1000, 469, 1095, 498]
property-table-title: স্থাবর সম্পত্তির বিবরণ bbox=[847, 274, 965, 290]
section-header-cell: (৬) কলকাতা উইয়ার ইন্ডাস্ট্রিজ লিমিটেড (কেডব্লিউআইএল) bbox=[304, 754, 1512, 772]
